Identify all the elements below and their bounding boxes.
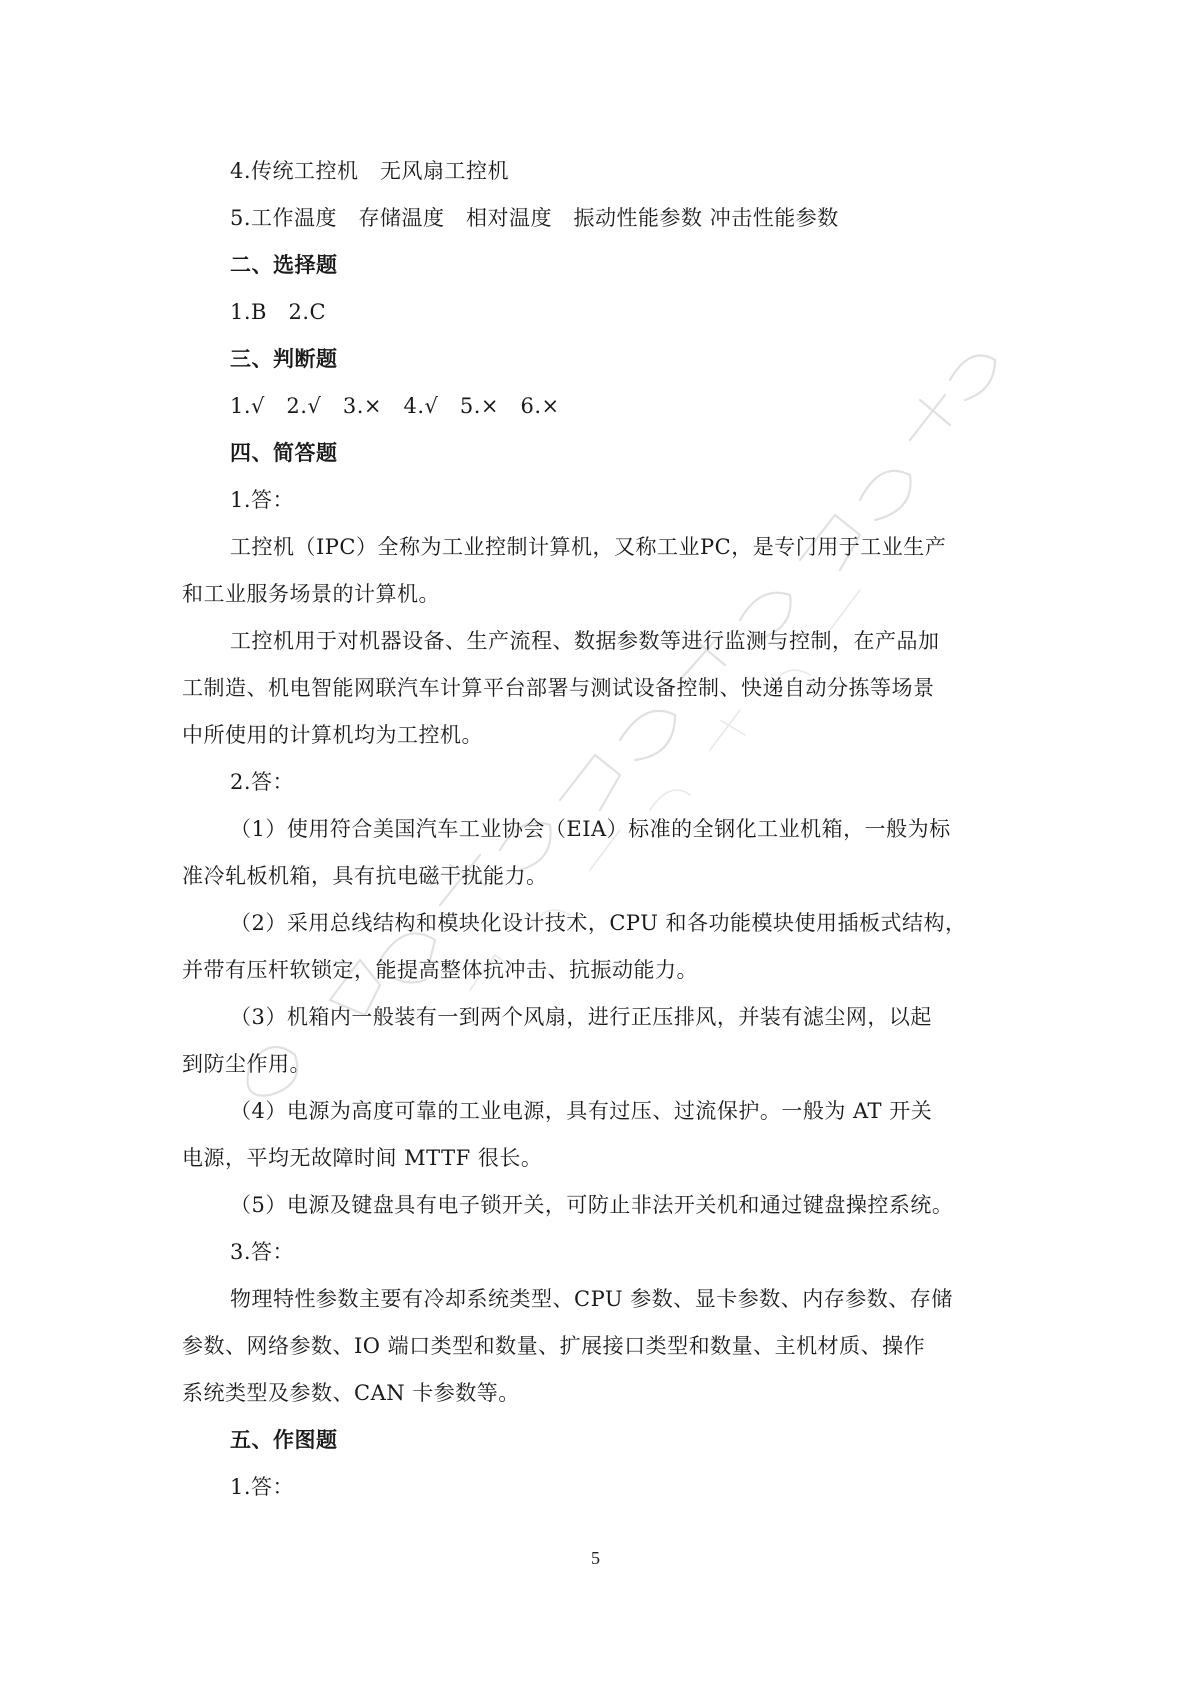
text-line: 1.答： bbox=[230, 488, 295, 512]
section-heading: 五、作图题 bbox=[230, 1428, 338, 1452]
text-line: 工制造、机电智能网联汽车计算平台部署与测试设备控制、快递自动分拣等场景 bbox=[182, 676, 935, 700]
text-line: 1.答： bbox=[230, 1475, 295, 1499]
section-heading: 四、简答题 bbox=[230, 441, 338, 465]
document-body bbox=[182, 148, 1012, 1511]
text-line: 到防尘作用。 bbox=[182, 1052, 311, 1076]
text-line: 5.工作温度 存储温度 相对温度 振动性能参数 冲击性能参数 bbox=[230, 206, 839, 230]
text-line: 工控机（IPC）全称为工业控制计算机，又称工业PC，是专门用于工业生产 bbox=[230, 535, 947, 559]
text-line: 系统类型及参数、CAN 卡参数等。 bbox=[182, 1381, 520, 1405]
text-line: 3.答： bbox=[230, 1240, 295, 1264]
section-heading: 三、判断题 bbox=[230, 347, 338, 371]
text-line: （2）采用总线结构和模块化设计技术，CPU 和各功能模块使用插板式结构， bbox=[230, 911, 967, 935]
text-line: 2.答： bbox=[230, 770, 295, 794]
text-line: 和工业服务场景的计算机。 bbox=[182, 582, 440, 606]
section-heading: 二、选择题 bbox=[230, 253, 338, 277]
text-line: 准冷轧板机箱，具有抗电磁干扰能力。 bbox=[182, 864, 548, 888]
text-line: （4）电源为高度可靠的工业电源，具有过压、过流保护。一般为 AT 开关 bbox=[230, 1099, 933, 1123]
text-line: 物理特性参数主要有冷却系统类型、CPU 参数、显卡参数、内存参数、存储 bbox=[230, 1287, 953, 1311]
text-line: 1.B 2.C bbox=[230, 300, 327, 324]
text-line: （5）电源及键盘具有电子锁开关，可防止非法开关机和通过键盘操控系统。 bbox=[230, 1193, 954, 1217]
text-line: 电源，平均无故障时间 MTTF 很长。 bbox=[182, 1146, 543, 1170]
text-line: 中所使用的计算机均为工控机。 bbox=[182, 723, 483, 747]
text-line: 工控机用于对机器设备、生产流程、数据参数等进行监测与控制，在产品加 bbox=[230, 629, 940, 653]
page-number: 5 bbox=[591, 1548, 600, 1568]
text-line: 1.√ 2.√ 3.× 4.√ 5.× 6.× bbox=[230, 394, 560, 418]
text-line: 4.传统工控机 无风扇工控机 bbox=[230, 159, 510, 183]
text-line: 并带有压杆软锁定，能提高整体抗冲击、抗振动能力。 bbox=[182, 958, 698, 982]
text-line: （3）机箱内一般装有一到两个风扇，进行正压排风，并装有滤尘网，以起 bbox=[230, 1005, 932, 1029]
text-line: 参数、网络参数、IO 端口类型和数量、扩展接口类型和数量、主机材质、操作 bbox=[182, 1334, 926, 1358]
text-line: （1）使用符合美国汽车工业协会（EIA）标准的全钢化工业机箱，一般为标 bbox=[230, 817, 951, 841]
